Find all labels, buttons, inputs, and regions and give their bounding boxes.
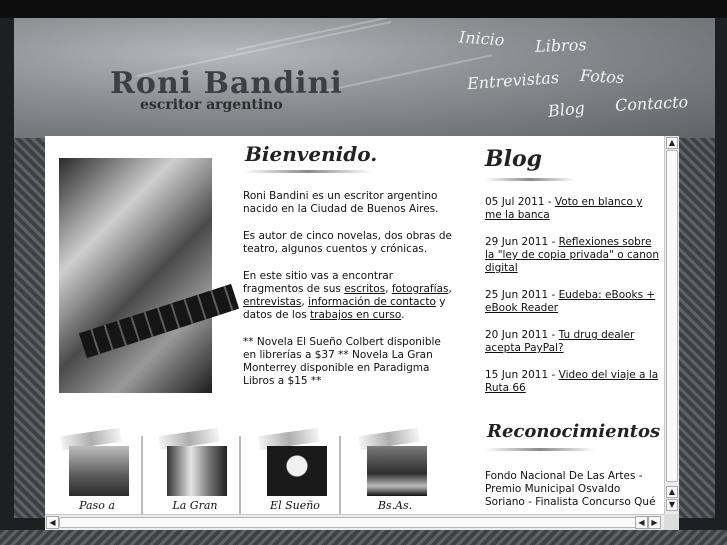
blog-post-link[interactable]: Voto en blanco y me la banca	[485, 196, 643, 221]
blog-date: 25 Jun 2011 -	[485, 289, 559, 301]
blog-date: 05 Jul 2011 -	[485, 196, 555, 208]
link-escritos[interactable]: escritos	[344, 283, 386, 295]
book-caption: La Gran	[172, 499, 218, 512]
nav-inicio[interactable]: Inicio	[458, 27, 506, 50]
blog-underline	[485, 178, 575, 181]
welcome-title: Bienvenido.	[245, 142, 378, 166]
blog-date: 15 Jun 2011 -	[485, 369, 559, 381]
site-subtitle: escritor argentino	[140, 97, 283, 113]
intro-paragraph-1: Roni Bandini es un escritor argentino nacido en la Ciudad de Buenos Aires.	[243, 190, 439, 215]
blog-item	[485, 369, 660, 395]
intro-p3-mid: y datos de los	[243, 296, 446, 321]
nav-libros[interactable]: Libros	[534, 35, 587, 56]
scroll-left-button-right[interactable]: ◀	[635, 516, 648, 529]
bottom-metal-plate	[0, 530, 727, 545]
site-title: Roni Bandini	[110, 66, 343, 101]
awards-underline	[485, 448, 595, 451]
welcome-underline	[243, 170, 373, 173]
book-caption: Bs.As.	[377, 499, 413, 512]
blog-post-link[interactable]: Tu drug dealer acepta PayPal?	[485, 329, 635, 354]
right-metal-plate	[679, 138, 715, 518]
book-thumb-1[interactable]	[47, 432, 137, 514]
book-caption: El Sueño	[270, 499, 320, 512]
awards-title: Reconocimientos	[487, 421, 661, 442]
intro-paragraph-2: Es autor de cinco novelas, dos obras de teatro, algunos cuentos y crónicas.	[243, 230, 452, 255]
scroll-up-button[interactable]: ▲	[666, 137, 678, 149]
scroll-right-button[interactable]: ▶	[648, 516, 661, 529]
horizontal-scrollbar[interactable]	[45, 514, 664, 530]
book-thumb-2[interactable]	[145, 432, 235, 514]
intro-p3-end: .	[401, 309, 405, 321]
blog-item	[485, 196, 660, 222]
blog-post-link[interactable]: Video del viaje a la Ruta 66	[485, 369, 659, 394]
book-cover-image	[267, 446, 327, 496]
blog-item	[485, 236, 660, 275]
blog-item	[485, 289, 660, 315]
book-caption: Paso a	[79, 499, 115, 512]
nav-entrevistas[interactable]: Entrevistas	[466, 67, 560, 94]
book-cover-image	[167, 446, 227, 496]
book-thumb-4[interactable]	[345, 432, 435, 514]
awards-text: Fondo Nacional De Las Artes - Premio Municipal Osvaldo Soriano - Finalista Concurso Qué	[485, 470, 656, 508]
link-trabajos[interactable]: trabajos en curso	[310, 309, 402, 321]
book-cover-image	[69, 446, 129, 496]
blog-date: 29 Jun 2011 -	[485, 236, 559, 248]
window-top-edge	[0, 0, 727, 18]
sep: ,	[448, 283, 452, 295]
author-photo	[59, 158, 212, 393]
blog-post-link[interactable]: Eudeba: eBooks + eBook Reader	[485, 289, 656, 314]
scroll-left-button[interactable]: ◀	[46, 516, 59, 529]
nav-blog[interactable]: Blog	[547, 98, 586, 121]
sep: ,	[301, 296, 309, 308]
book-cover-image	[367, 446, 427, 496]
link-entrevistas[interactable]: entrevistas	[243, 296, 302, 308]
blog-list	[485, 196, 660, 409]
intro-paragraph-4: ** Novela El Sueño Colbert disponible en librerías a $37 ** Novela La Gran Monterrey disponible en Paradigma Libros a $15 **	[243, 336, 441, 387]
scroll-down-button[interactable]: ▼	[666, 499, 678, 511]
horizontal-scroll-thumb[interactable]	[59, 517, 649, 528]
left-metal-plate	[14, 138, 45, 518]
intro-paragraph-3	[243, 270, 453, 322]
vertical-scroll-thumb[interactable]	[666, 150, 678, 482]
intro-p3-start: En este sitio vas a encontrar fragmentos de sus	[243, 270, 394, 295]
content-panel	[45, 136, 664, 514]
vertical-scrollbar[interactable]	[664, 136, 679, 514]
intro-text	[243, 190, 453, 402]
blog-post-link[interactable]: Reflexiones sobre la "ley de copia privada" o canon digital	[485, 236, 659, 274]
link-contacto[interactable]: información de contacto	[308, 296, 436, 308]
book-thumb-3[interactable]	[245, 432, 335, 514]
scroll-up-button-lower[interactable]: ▲	[666, 486, 678, 498]
blog-title: Blog	[485, 146, 543, 172]
blog-item	[485, 329, 660, 355]
nav-fotos[interactable]: Fotos	[579, 65, 625, 88]
nav-contacto[interactable]: Contacto	[614, 92, 689, 115]
sep: ,	[385, 283, 392, 295]
scrollbar-corner	[664, 514, 679, 530]
link-fotografias[interactable]: fotografías	[391, 283, 449, 295]
blog-date: 20 Jun 2011 -	[485, 329, 559, 341]
